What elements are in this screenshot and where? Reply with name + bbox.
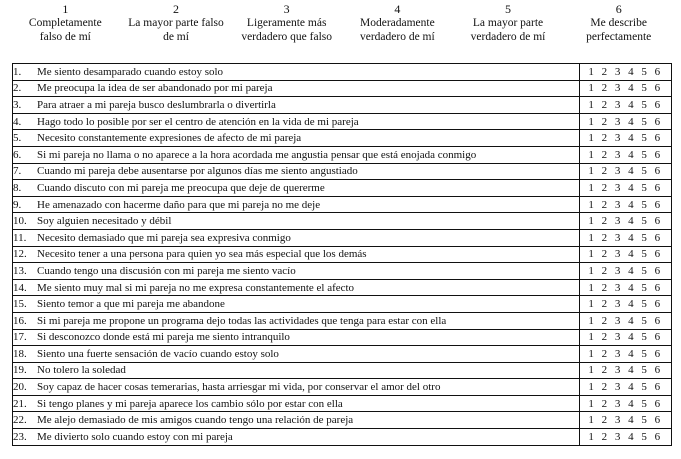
response-scale[interactable]: 1 2 3 4 5 6 [580, 362, 672, 379]
table-row [13, 113, 672, 130]
item-statement: Me siento muy mal si mi pareja no me expresa constantemente el afecto [37, 281, 355, 294]
item-cell [13, 80, 580, 97]
item-number: 12. [13, 248, 27, 261]
table-row [13, 263, 672, 280]
table-row [13, 346, 672, 363]
item-number: 14. [13, 281, 27, 294]
scale-number: 6 [615, 2, 622, 16]
scale-number: 4 [394, 2, 401, 16]
scale-label-line2: de mí [163, 31, 189, 43]
item-cell [13, 395, 580, 412]
item-number: 10. [13, 215, 27, 228]
response-scale[interactable]: 1 2 3 4 5 6 [580, 279, 672, 296]
item-statement: Me siento desamparado cuando estoy solo [37, 65, 224, 78]
response-scale[interactable]: 1 2 3 4 5 6 [580, 64, 672, 81]
response-scale[interactable]: 1 2 3 4 5 6 [580, 146, 672, 163]
item-statement: Soy alguien necesitado y débil [37, 215, 172, 228]
table-row [13, 279, 672, 296]
scale-label-line1: Moderadamente [359, 17, 435, 29]
item-cell [13, 64, 580, 81]
items-table-body [13, 64, 672, 446]
item-statement: Para atraer a mi pareja busco deslumbrarla o divertirla [37, 98, 276, 111]
table-row [13, 80, 672, 97]
item-number: 15. [13, 298, 27, 311]
scale-label-line1: La mayor parte [472, 17, 544, 29]
table-row [13, 64, 672, 81]
item-statement: Me preocupa la idea de ser abandonado por mi pareja [37, 82, 273, 95]
response-scale[interactable]: 1 2 3 4 5 6 [580, 97, 672, 114]
item-statement: No tolero la soledad [37, 364, 126, 377]
item-number: 18. [13, 347, 27, 360]
item-number: 20. [13, 381, 27, 394]
response-scale[interactable]: 1 2 3 4 5 6 [580, 329, 672, 346]
item-number: 16. [13, 314, 27, 327]
response-scale[interactable]: 1 2 3 4 5 6 [580, 395, 672, 412]
table-row [13, 213, 672, 230]
table-row [13, 146, 672, 163]
table-row [13, 379, 672, 396]
scale-option-4 [342, 2, 453, 60]
item-number: 21. [13, 397, 27, 410]
item-statement: Siento temor a que mi pareja me abandone [37, 298, 225, 311]
item-cell [13, 229, 580, 246]
item-cell [13, 213, 580, 230]
item-cell [13, 429, 580, 446]
item-statement: Soy capaz de hacer cosas temerarias, hasta arriesgar mi vida, por conservar el amor del otro [37, 381, 441, 394]
item-cell [13, 279, 580, 296]
item-cell [13, 97, 580, 114]
item-statement: Necesito constantemente expresiones de afecto de mi pareja [37, 132, 302, 145]
item-cell [13, 180, 580, 197]
response-scale[interactable]: 1 2 3 4 5 6 [580, 312, 672, 329]
item-statement: Si mi pareja no llama o no aparece a la hora acordada me angustia pensar que está enojada conmigo [37, 148, 477, 161]
scale-label-line1: La mayor parte falso [128, 17, 224, 29]
scale-number: 2 [173, 2, 179, 16]
scale-option-3 [231, 2, 342, 60]
item-statement: Me divierto solo cuando estoy con mi pareja [37, 430, 233, 443]
item-statement: Hago todo lo posible por ser el centro de atención en la vida de mi pareja [37, 115, 359, 128]
item-number: 13. [13, 264, 27, 277]
response-scale[interactable]: 1 2 3 4 5 6 [580, 412, 672, 429]
item-cell [13, 263, 580, 280]
response-scale[interactable]: 1 2 3 4 5 6 [580, 379, 672, 396]
item-number: 3. [13, 98, 22, 111]
scale-option-2 [121, 2, 232, 60]
response-scale[interactable]: 1 2 3 4 5 6 [580, 163, 672, 180]
item-cell [13, 130, 580, 147]
item-statement: Necesito tener a una persona para quien yo sea más especial que los demás [37, 248, 367, 261]
response-scale[interactable]: 1 2 3 4 5 6 [580, 213, 672, 230]
item-cell [13, 346, 580, 363]
scale-label-line2: falso de mí [39, 31, 91, 43]
item-statement: Siento una fuerte sensación de vacío cuando estoy solo [37, 347, 279, 360]
scale-label-line2: verdadero que falso [241, 31, 333, 43]
response-scale[interactable]: 1 2 3 4 5 6 [580, 130, 672, 147]
scale-label-line2: verdadero de mí [359, 31, 435, 43]
response-scale[interactable]: 1 2 3 4 5 6 [580, 80, 672, 97]
table-row [13, 163, 672, 180]
table-row [13, 395, 672, 412]
response-scale[interactable]: 1 2 3 4 5 6 [580, 196, 672, 213]
item-number: 2. [13, 82, 22, 95]
item-statement: Cuando mi pareja debe ausentarse por algunos días me siento angustiado [37, 165, 358, 178]
table-row [13, 312, 672, 329]
table-row [13, 296, 672, 313]
table-row [13, 329, 672, 346]
item-cell [13, 362, 580, 379]
response-scale[interactable]: 1 2 3 4 5 6 [580, 296, 672, 313]
item-cell [13, 196, 580, 213]
scale-label-line2: perfectamente [586, 31, 652, 43]
response-scale[interactable]: 1 2 3 4 5 6 [580, 346, 672, 363]
response-scale[interactable]: 1 2 3 4 5 6 [580, 429, 672, 446]
item-statement: Cuando discuto con mi pareja me preocupa que deje de quererme [37, 181, 325, 194]
item-number: 7. [13, 165, 22, 178]
scale-option-1 [10, 2, 121, 60]
scale-label-line1: Me describe [590, 17, 647, 29]
item-cell [13, 412, 580, 429]
item-cell [13, 113, 580, 130]
scale-label-line2: verdadero de mí [470, 31, 546, 43]
table-row [13, 229, 672, 246]
item-statement: Necesito demasiado que mi pareja sea expresiva conmigo [37, 231, 291, 244]
item-number: 22. [13, 414, 27, 427]
table-row [13, 412, 672, 429]
scale-option-6 [563, 2, 674, 60]
item-cell [13, 246, 580, 263]
response-scale[interactable]: 1 2 3 4 5 6 [580, 180, 672, 197]
item-number: 9. [13, 198, 22, 211]
scale-label-line1: Completamente [28, 17, 102, 29]
item-number: 5. [13, 132, 22, 145]
table-row [13, 362, 672, 379]
scale-header [10, 2, 674, 60]
scale-number: 3 [283, 2, 290, 16]
item-number: 8. [13, 181, 22, 194]
table-row [13, 97, 672, 114]
table-row [13, 130, 672, 147]
item-statement: Si tengo planes y mi pareja aparece los cambio sólo por estar con ella [37, 397, 343, 410]
table-row [13, 180, 672, 197]
item-statement: Cuando tengo una discusión con mi pareja me siento vacío [37, 264, 296, 277]
item-statement: Me alejo demasiado de mis amigos cuando tengo una relación de pareja [37, 414, 354, 427]
item-cell [13, 379, 580, 396]
item-number: 23. [13, 430, 27, 443]
response-scale[interactable]: 1 2 3 4 5 6 [580, 263, 672, 280]
item-cell [13, 312, 580, 329]
item-number: 1. [13, 65, 22, 78]
scale-option-5 [453, 2, 564, 60]
table-row [13, 429, 672, 446]
response-scale[interactable]: 1 2 3 4 5 6 [580, 246, 672, 263]
item-number: 17. [13, 331, 27, 344]
item-statement: Si mi pareja me propone un programa dejo todas las actividades que tenga para estar con ella [37, 314, 447, 327]
items-table [12, 63, 672, 446]
scale-number: 5 [505, 2, 512, 16]
item-cell [13, 329, 580, 346]
item-number: 4. [13, 115, 22, 128]
item-cell [13, 163, 580, 180]
item-statement: He amenazado con hacerme daño para que mi pareja no me deje [37, 198, 321, 211]
item-cell [13, 146, 580, 163]
item-number: 11. [13, 231, 27, 244]
table-row [13, 196, 672, 213]
response-scale[interactable]: 1 2 3 4 5 6 [580, 113, 672, 130]
scale-number: 1 [62, 2, 69, 16]
item-number: 19. [13, 364, 27, 377]
table-row [13, 246, 672, 263]
item-cell [13, 296, 580, 313]
response-scale[interactable]: 1 2 3 4 5 6 [580, 229, 672, 246]
item-number: 6. [13, 148, 22, 161]
scale-label-line1: Ligeramente más [246, 17, 327, 29]
item-statement: Si desconozco donde está mi pareja me siento intranquilo [37, 331, 290, 344]
